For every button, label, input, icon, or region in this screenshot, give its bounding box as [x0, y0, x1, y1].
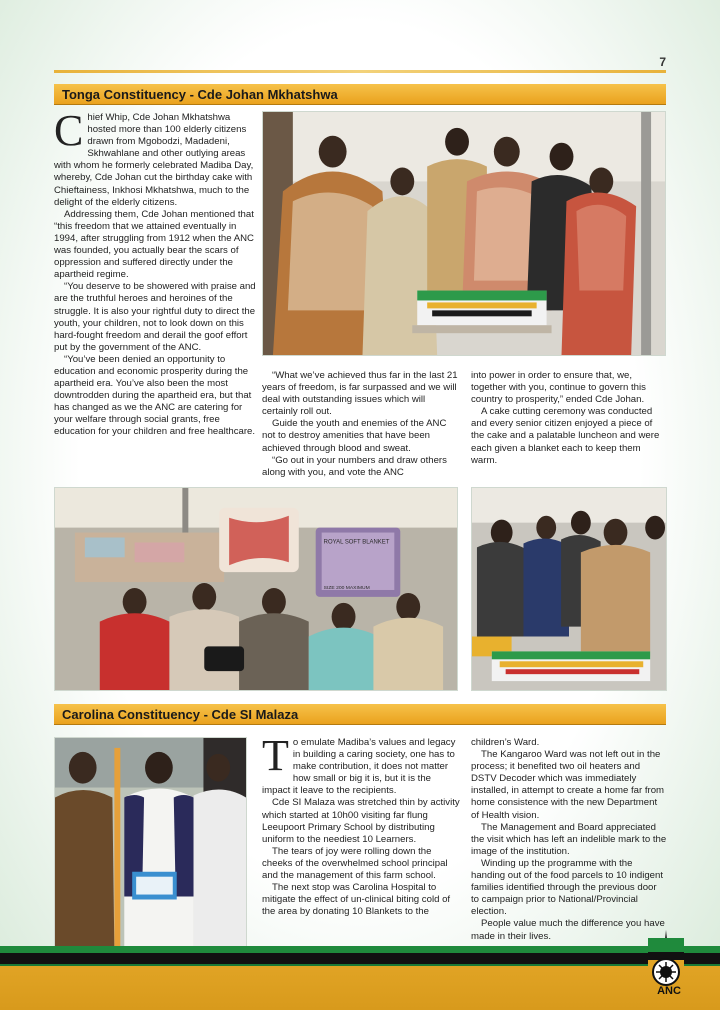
- photo-cake-cutting: [471, 487, 667, 691]
- dropcap-c: C: [54, 112, 84, 155]
- photo-elderly-with-cake: [262, 111, 666, 356]
- paragraph: “You’ve been denied an opportunity to education and economic prosperity during the apartheid era. You’ve also been the most downtrodden during the apartheid era, but that has changed as we the ANC are catering for your welfare through social grants, free education for your children and free healthcare.: [54, 353, 256, 438]
- paragraph: Winding up the programme with the handing out of the food parcels to 10 indigent families identified through the previous door to campaign prior to National/Provincial election.: [471, 857, 664, 918]
- footer-yellow-band: [0, 964, 720, 1010]
- top-rule: [54, 70, 666, 73]
- paragraph: The Kangaroo Ward was not left out in the process; it benefited two oil heaters and DSTV Decoder which was immediately installed, in attempt to create a home far from home consistence with the new Department of Health vision.: [471, 749, 665, 821]
- footer-black-band: [0, 953, 720, 964]
- blanket-label-2: SIZE 200 MAXIMUM: [323, 586, 370, 591]
- paragraph: into power in order to ensure that, we, together with you, continue to govern this country to prosperity,” ended Cde Johan.: [471, 370, 646, 406]
- paragraph: The next stop was Carolina Hospital to mitigate the effect of un-clinical biting cold of the area by donating 10 Blankets to the: [262, 882, 451, 918]
- section-title-tonga: Tonga Constituency - Cde Johan Mkhatshwa: [54, 84, 666, 105]
- paragraph: Addressing them, Cde Johan mentioned that “this freedom that we attained eventually in 1994, after struggling from 1912 when the ANC was founded, you actually bear the scars of oppression and suffered directly under the apartheid regime.: [54, 208, 254, 281]
- page-number: 7: [659, 55, 666, 69]
- paragraph: “What we’ve achieved thus far in the last 21 years of freedom, is far surpassed and we will deal with outstanding issues which will certainly roll out.: [262, 370, 458, 418]
- section1-column-3: [471, 370, 667, 482]
- paragraph: People value much the difference you have made in their lives.: [471, 918, 665, 942]
- paragraph: “Go out in your numbers and draw others along with you, and vote the ANC: [262, 454, 447, 478]
- paragraph: Cde SI Malaza was stretched thin by activity which started at 10h00 visiting far flung Leeupoort Primary School by distributing uniform to the neediest 10 Learners.: [262, 797, 460, 845]
- footer-green-line: [0, 964, 720, 966]
- section1-column-1: [54, 112, 258, 484]
- dropcap-t: T: [262, 737, 289, 780]
- paragraph: Guide the youth and enemies of the ANC not to destroy amenities that have been achieved through blood and sweat.: [262, 418, 447, 454]
- paragraph: o emulate Madiba’s values and legacy in building a caring society, one has to make contribution, it does not matter how small or big it is, but it is the impact it leave to the recipients.: [262, 737, 456, 797]
- section1-column-2: [262, 370, 460, 482]
- anc-logo-text: ANC: [657, 985, 681, 997]
- photo-blankets-raised: [54, 487, 458, 691]
- blanket-label-1: ROYAL SOFT BLANKET: [323, 539, 390, 546]
- paragraph: The tears of joy were rolling down the cheeks of the overwhelmed school principal and the management of this farm school.: [262, 845, 448, 882]
- section2-column-2: [471, 737, 667, 949]
- paragraph: “You deserve to be showered with praise and are the truthful heroes and heroines of the struggle. It is also your rightful duty to direct the youth, your children, not to look down on this hard-fought freedom and derail the goof effort put by the government of the ANC.: [54, 281, 256, 353]
- section2-column-1: [262, 737, 460, 949]
- photo-hospital-donation: [54, 737, 247, 953]
- paragraph: hief Whip, Cde Johan Mkhatshwa hosted more than 100 elderly citizens drawn from Mgobodzi, Madadeni, Skhwahlane and other outlying areas with whom he formerly celebrated Madiba Day, whereby, Cde Johan cut the birthday cake with Chieftainess, Inkhosi Mkhatshwa, much to the delight of the elderly citizens.: [54, 112, 254, 208]
- footer-green-band: [0, 946, 720, 953]
- paragraph: children’s Ward.: [471, 737, 540, 748]
- paragraph: The Management and Board appreciated the visit which has left an indelible mark to the image of the institution.: [471, 821, 667, 857]
- paragraph: A cake cutting ceremony was conducted and every senior citizen enjoyed a piece of the cake and a palatable luncheon and were each given a blanket each to keep them warm.: [471, 406, 660, 466]
- section-title-carolina: Carolina Constituency - Cde SI Malaza: [54, 704, 666, 725]
